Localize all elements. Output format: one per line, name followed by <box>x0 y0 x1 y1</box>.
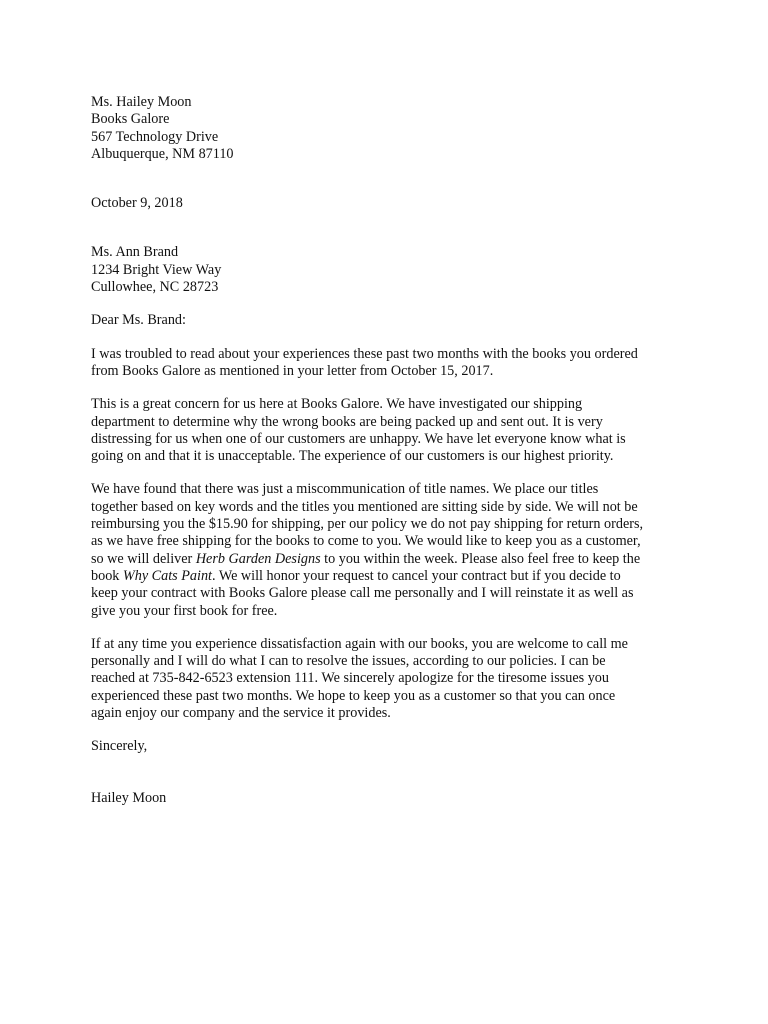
recipient-city-state-zip: Cullowhee, NC 28723 <box>91 279 219 296</box>
paragraph-line: department to determine why the wrong books are being packed up and sent out. It is very <box>91 413 603 430</box>
paragraph-line: together based on key words and the titles you mentioned are sitting side by side. We will not be <box>91 498 638 515</box>
paragraph-line: as we have free shipping for the books to come to you. We would like to keep you as a customer, <box>91 533 641 550</box>
paragraph-line: reached at 735-842-6523 extension 111. We sincerely apologize for the tiresome issues you <box>91 670 609 687</box>
paragraph-1 <box>91 346 691 381</box>
paragraph-line: going on and that it is unacceptable. The experience of our customers is our highest priority. <box>91 448 614 465</box>
paragraph-line: I was troubled to read about your experiences these past two months with the books you ordered <box>91 345 638 362</box>
line-text: . We will honor your request to cancel your contract but if you decide to <box>211 567 621 584</box>
paragraph-line <box>91 568 691 585</box>
date-text: October 9, 2018 <box>91 195 183 212</box>
recipient-street: 1234 Bright View Way <box>91 261 222 278</box>
paragraph-line: personally and I will do what I can to resolve the issues, according to our policies. I can be <box>91 653 606 670</box>
line-text: book <box>91 567 123 584</box>
paragraph-line <box>91 551 691 568</box>
sender-address <box>91 94 691 163</box>
line-text: so we will deliver <box>91 550 196 567</box>
recipient-address <box>91 244 691 296</box>
salutation-text: Dear Ms. Brand: <box>91 312 186 329</box>
paragraph-3 <box>91 481 691 619</box>
paragraph-line: from Books Galore as mentioned in your letter from October 15, 2017. <box>91 362 494 379</box>
closing <box>91 738 691 755</box>
book-title-why-cats-paint: Why Cats Paint <box>122 567 212 584</box>
letter-date <box>91 195 691 212</box>
salutation <box>91 312 691 329</box>
paragraph-line: We have found that there was just a miscommunication of title names. We place our titles <box>91 481 599 498</box>
paragraph-line: again enjoy our company and the service it provides. <box>91 705 391 722</box>
signature-block <box>91 790 691 807</box>
closing-text: Sincerely, <box>91 738 148 755</box>
signature-name: Hailey Moon <box>91 789 167 806</box>
letter-body <box>91 94 691 807</box>
paragraph-line: experienced these past two months. We hope to keep you as a customer so that you can once <box>91 687 616 704</box>
sender-street: 567 Technology Drive <box>91 128 219 145</box>
sender-name: Ms. Hailey Moon <box>91 94 192 110</box>
recipient-name: Ms. Ann Brand <box>91 244 179 261</box>
paragraph-line: give you your first book for free. <box>91 602 278 619</box>
paragraph-4 <box>91 636 691 722</box>
paragraph-line: keep your contract with Books Galore please call me personally and I will reinstate it as well as <box>91 585 634 602</box>
sender-company: Books Galore <box>91 111 170 128</box>
paragraph-line: distressing for us when one of our customers are unhappy. We have let everyone know what is <box>91 430 626 447</box>
sender-city-state-zip: Albuquerque, NM 87110 <box>91 145 234 162</box>
line-text: to you within the week. Please also feel free to keep the <box>320 550 641 567</box>
paragraph-line: reimbursing you the $15.90 for shipping, per our policy we do not pay shipping for return orders, <box>91 516 644 533</box>
book-title-herb-garden-designs: Herb Garden Designs <box>195 550 321 567</box>
paragraph-line: This is a great concern for us here at Books Galore. We have investigated our shipping <box>91 396 583 413</box>
paragraph-2 <box>91 396 691 465</box>
paragraph-line: If at any time you experience dissatisfaction again with our books, you are welcome to call me <box>91 635 628 652</box>
